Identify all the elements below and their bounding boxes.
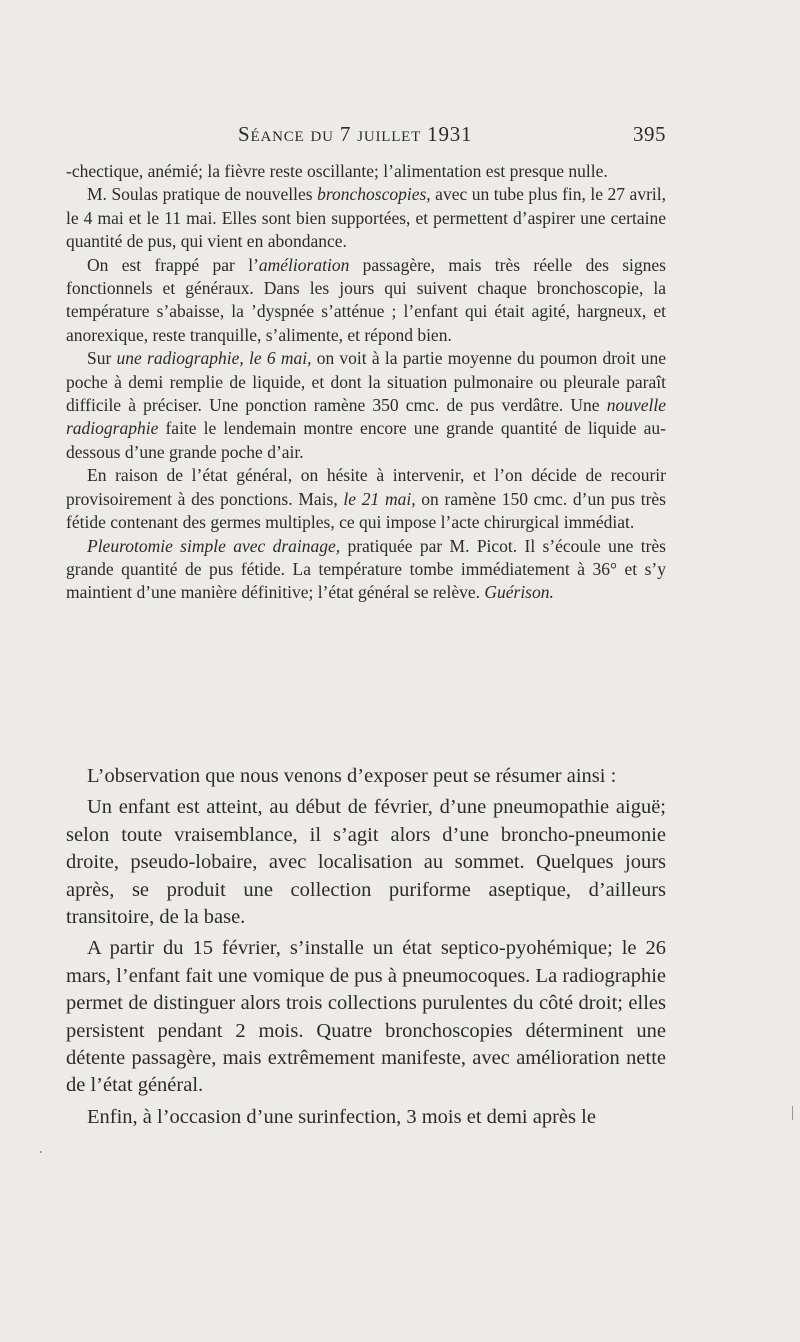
text-run: on ramène 150 cmc. d’un pus très fétide contenant des germes multiples, ce qui impose l’acte chirurgical immédiat. bbox=[66, 488, 666, 533]
text-run: En raison de l’état général, on hésite à intervenir, et l’on décide de recourir provisoirement à des ponctions. Mais, bbox=[66, 465, 666, 509]
paragraph-ponctions bbox=[66, 464, 666, 534]
italic-term: amélioration bbox=[258, 254, 350, 275]
paragraph-summary-surinfection: Enfin, à l’occasion d’une surinfection, 3 mois et demi après le bbox=[87, 1105, 596, 1128]
text-run: On est frappé par l’ bbox=[87, 254, 259, 275]
text-run: faite le lendemain montre encore une grande quantité de liquide au-dessous d’une grande poche d’air. bbox=[66, 418, 666, 462]
summary-text bbox=[66, 763, 666, 1131]
paragraph-fever bbox=[66, 160, 666, 183]
italic-term: bronchoscopies bbox=[317, 184, 427, 205]
text-run: pratiquée par M. Picot. Il s’écoule une très grande quantité de pus fétide. La température tombe immédiatement à 36° et s’y maintient d’une manière définitive; l’état général se relève. bbox=[66, 535, 666, 603]
text-run: , avec un tube plus fin, le 27 avril, le 4 mai et le 11 mai. Elles sont bien supportées, et permettent d’aspirer une certaine quantité de pus, qui vient en abondance. bbox=[66, 184, 667, 252]
italic-term: Pleurotomie simple avec drainage, bbox=[87, 535, 341, 556]
paragraph-pleurotomie bbox=[66, 535, 666, 605]
paragraph-summary-intro: L’observation que nous venons d’exposer peut se résumer ainsi : bbox=[87, 765, 617, 787]
paper-speck bbox=[40, 1151, 42, 1153]
paragraph-summary-onset: Un enfant est atteint, au début de février, d’une pneumopathie aiguë; selon toute vraisemblance, il s’agit alors d’une broncho-pneumonie droite, pseudo-lobaire, avec localisation au sommet. Quelques jours après, se produit une collection puriforme aseptique, d’ailleurs transitoire, de la base. bbox=[66, 796, 666, 929]
paragraph-amelioration bbox=[66, 254, 666, 348]
margin-mark bbox=[792, 1106, 793, 1120]
running-title: Séance du 7 juillet 1931 bbox=[238, 122, 473, 146]
italic-term: nouvelle radiographie bbox=[66, 395, 666, 439]
text-run: Sur bbox=[87, 348, 117, 369]
text-run: M. Soulas pratique de nouvelles bbox=[87, 184, 318, 205]
italic-term: le 21 mai, bbox=[343, 488, 416, 509]
paragraph-bronchoscopies bbox=[66, 183, 666, 253]
page-number: 395 bbox=[633, 122, 666, 146]
text-run: on voit à la partie moyenne du poumon droit une poche à demi remplie de liquide, et dont la situation pulmonaire ou pleurale paraît difficile à préciser. Une ponction ramène 350 cmc. de pus verdâtre. Une bbox=[66, 348, 667, 416]
italic-term: une radiographie, le 6 mai, bbox=[116, 348, 312, 369]
text-run: -chectique, anémié; la fièvre reste oscillante; l’alimentation est presque nulle. bbox=[66, 161, 608, 181]
italic-term: Guérison. bbox=[484, 582, 554, 603]
case-report-text bbox=[66, 160, 666, 605]
running-head bbox=[66, 122, 666, 152]
text-run: passagère, mais très réelle des signes fonctionnels et généraux. Dans les jours qui suivent chaque bronchoscopie, la température s’abaisse, la ’dyspnée s’atténue ; l’enfant qui était agité, hargneux, et anorexique, reste tranquille, s’alimente, et répond bien. bbox=[66, 254, 666, 345]
paragraph-summary-course: A partir du 15 février, s’installe un état septico-pyohémique; le 26 mars, l’enfant fait une vomique de pus à pneumocoques. La radiographie permet de distinguer alors trois collections purulentes du côté droit; elles persistent pendant 2 mois. Quatre bronchoscopies déterminent une détente passagère, mais extrêmement manifeste, avec amélioration nette de l’état général. bbox=[66, 937, 666, 1097]
paragraph-radiographie bbox=[66, 347, 666, 464]
